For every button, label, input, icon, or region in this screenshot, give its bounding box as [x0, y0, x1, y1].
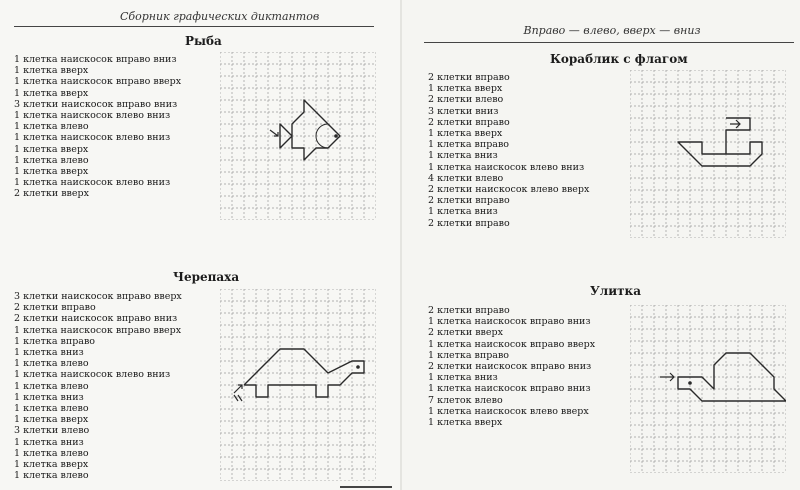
step-item: 1 клетка наискосок вправо вверх	[14, 324, 182, 336]
step-item: 2 клетки вправо	[428, 305, 510, 316]
step-item: 3 клетки влево	[14, 425, 90, 437]
step-item: 1 клетка наискосок вправо вниз	[428, 383, 591, 395]
left-page-header: Сборник графических диктантов	[120, 10, 320, 23]
step-item: 2 клетки вверх	[428, 327, 503, 339]
step-item: 1 клетка влево	[14, 154, 89, 166]
step-item: 4 клетки влево	[428, 172, 504, 184]
step-item: 1 клетка наискосок вправо вверх	[14, 76, 182, 88]
step-item: 1 клетка влево	[14, 447, 89, 459]
step-item: 1 клетка вниз	[428, 150, 498, 162]
step-item: 3 клетки наискосок вправо вверх	[14, 291, 182, 302]
step-item: 3 клетки наискосок вправо вниз	[14, 98, 178, 110]
step-item: 1 клетка вверх	[428, 417, 503, 429]
header-divider	[424, 42, 794, 43]
step-item: 1 клетка наискосок влево вверх	[428, 405, 589, 417]
page-divider	[340, 486, 392, 488]
step-item: 7 клеток влево	[428, 394, 503, 406]
step-item: 1 клетка наискосок вправо вниз	[14, 54, 177, 65]
right-page-header: Вправо — влево, вверх — вниз	[523, 24, 701, 37]
step-item: 2 клетки вправо	[14, 302, 96, 314]
step-item: 1 клетка вверх	[14, 87, 89, 99]
step-item: 1 клетка вниз	[428, 372, 498, 384]
dot-grid-fish	[220, 52, 376, 220]
step-item: 2 клетки вправо	[428, 72, 510, 83]
right-page	[402, 0, 800, 490]
step-item: 1 клетка вниз	[428, 206, 498, 218]
step-item: 2 клетки влево	[428, 94, 504, 106]
step-item: 1 клетка вправо	[428, 139, 510, 151]
step-item: 1 клетка вниз	[14, 347, 84, 359]
dot-grid-snail	[630, 305, 786, 473]
section-title-snail: Улитка	[590, 284, 641, 298]
grid-lines	[630, 305, 786, 473]
step-item: 1 клетка влево	[14, 358, 89, 370]
step-item: 1 клетка вверх	[14, 459, 89, 471]
step-item: 1 клетка вправо	[14, 335, 96, 347]
fish-drawing	[280, 100, 340, 160]
start-arrow-icon	[660, 373, 674, 381]
step-item: 2 клетки вправо	[428, 116, 510, 128]
steps-list-boat	[428, 72, 589, 229]
step-item: 1 клетка влево	[14, 403, 89, 415]
step-item: 1 клетка наискосок влево вниз	[14, 110, 171, 122]
step-item: 1 клетка вверх	[14, 65, 89, 77]
step-item: 1 клетка наискосок влево вниз	[14, 369, 171, 381]
step-item: 1 клетка вниз	[14, 391, 84, 403]
step-item: 1 клетка вверх	[428, 128, 503, 140]
step-item: 1 клетка влево	[14, 470, 89, 482]
header-divider	[14, 26, 374, 27]
step-item: 1 клетка наискосок вправо вверх	[428, 338, 596, 350]
step-item: 1 клетка вправо	[428, 349, 510, 361]
steps-list-snail	[428, 305, 595, 428]
step-item: 1 клетка влево	[14, 121, 89, 133]
step-item: 1 клетка наискосок влево вниз	[14, 132, 171, 144]
step-item: 2 клетки вверх	[14, 188, 89, 200]
dot-grid-boat	[630, 70, 786, 238]
step-item: 2 клетки наискосок вправо вниз	[14, 313, 178, 325]
step-item: 1 клетка вверх	[14, 166, 89, 178]
step-item: 2 клетки вправо	[428, 195, 510, 207]
steps-list-fish	[14, 54, 181, 200]
steps-list-turtle	[14, 291, 182, 481]
step-item: 1 клетка наискосок вправо вниз	[428, 316, 591, 328]
step-item: 1 клетка вверх	[428, 83, 503, 95]
section-title-fish: Рыба	[185, 34, 222, 48]
grid-lines	[220, 52, 376, 220]
dot-grid-turtle	[220, 289, 376, 481]
step-item: 1 клетка влево	[14, 380, 89, 392]
step-item: 1 клетка вверх	[14, 414, 89, 426]
section-title-boat: Кораблик с флагом	[550, 52, 688, 66]
step-item: 2 клетки наискосок влево вверх	[428, 184, 590, 196]
step-item: 1 клетка наискосок влево вниз	[428, 161, 585, 173]
start-arrow-icon	[730, 120, 740, 128]
section-title-turtle: Черепаха	[173, 270, 240, 284]
start-arrow-icon	[270, 130, 278, 136]
step-item: 2 клетки наискосок вправо вниз	[428, 361, 592, 373]
step-item: 1 клетка вверх	[14, 143, 89, 155]
step-item: 1 клетка вниз	[14, 436, 84, 448]
step-item: 3 клетки вниз	[428, 105, 499, 117]
step-item: 1 клетка наискосок влево вниз	[14, 177, 171, 189]
step-item: 2 клетки вправо	[428, 217, 510, 229]
start-arrow-icon	[234, 385, 242, 401]
